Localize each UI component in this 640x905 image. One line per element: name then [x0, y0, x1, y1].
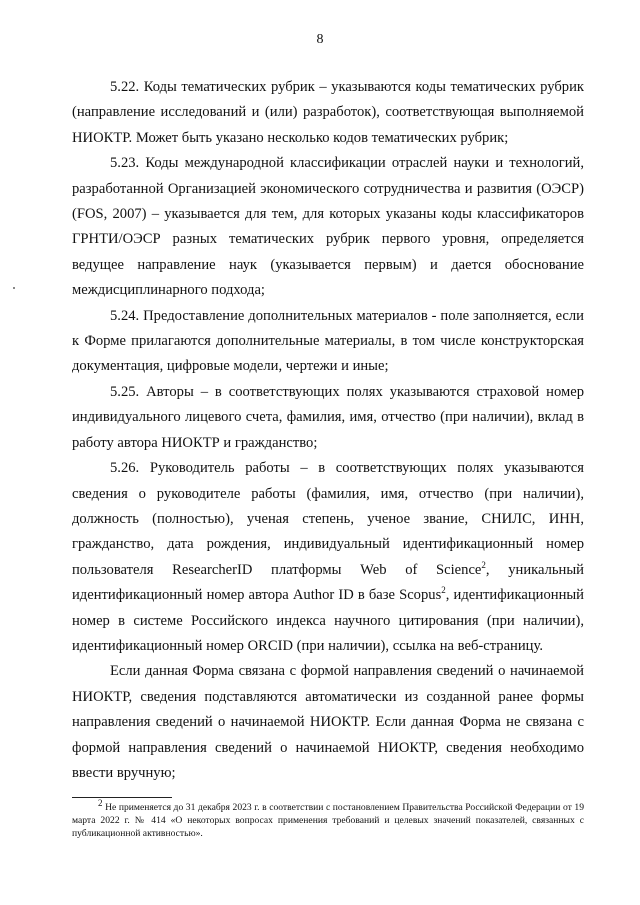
paragraph-5-25: 5.25. Авторы – в соответствующих полях указываются страховой номер индивидуального лицевого счета, фамилия, имя, отчество (при наличии), вклад в работу автора НИОКТР и гражданство; [72, 383, 584, 451]
footnote-divider [72, 797, 172, 798]
paragraph-form-link: Если данная Форма связана с формой направления сведений о начинаемой НИОКТР, сведения подставляются автоматически из созданной ранее формы направления сведений о начинаемой НИОКТР. Если данная Форма не связана с формой направления сведений о начинаемой НИОКТР, сведения необходимо ввести вручную; [72, 663, 584, 781]
footnote-2 [72, 797, 584, 841]
paragraph-5-24: 5.24. Предоставление дополнительных материалов - поле заполняется, если к Форме прилагаются дополнительные материалы, в том числе конструкторская документация, цифровые модели, чертежи и иные; [72, 307, 584, 375]
footnote-ref-1: 2 [481, 559, 486, 570]
footnote-ref-2: 2 [441, 585, 446, 596]
paragraph-5-26-part1: 5.26. Руководитель работы – в соответствующих полях указываются сведения о руководителе работы (фамилия, имя, отчество (при наличии), должность (полностью), ученая степень, ученое звание, СНИЛС, ИНН, гражданство, дата рождения, индивидуальный идентификационный номер пользователя ResearcherID платформы Web of Science [72, 460, 584, 578]
scan-artifact-dot [13, 287, 15, 289]
paragraph-5-26-part3: , идентификационный номер в системе Российского индекса научного цитирования (при наличии), идентификационный номер ORCID (при наличии), ссылка на веб-страницу. [72, 587, 584, 654]
footnote-marker: 2 [98, 797, 103, 808]
paragraph-5-23: 5.23. Коды международной классификации отраслей науки и технологий, разработанной Организацией экономического сотрудничества и развития (ОЭСР) (FOS, 2007) – указывается для тем, для которых указаны коды классификаторов ГРНТИ/ОЭСР разных тематических рубрик первого уровня, определяется ведущее направление наук (указывается первым) и дается обоснование междисциплинарного подхода; [72, 155, 584, 299]
footnote-text: Не применяется до 31 декабря 2023 г. в соответствии с постановлением Правительства Российской Федерации от 19 марта 2022 г. № 414 «О некоторых вопросах применения требований и целевых значений показателей, связанных с публикационной активностью». [72, 802, 584, 840]
footnote-block [72, 797, 584, 841]
paragraph-5-22: 5.22. Коды тематических рубрик – указываются коды тематических рубрик (направление исследований и (или) разработок), соответствующая выполняемой НИОКТР. Может быть указано несколько кодов тематических рубрик; [72, 79, 584, 146]
paragraph-5-26-part2: , уникальный идентификационный номер автора Author ID в базе Scopus [72, 561, 584, 604]
paragraph-5-26 [72, 456, 584, 659]
body-text [72, 75, 584, 786]
page-number: 8 [316, 32, 324, 47]
